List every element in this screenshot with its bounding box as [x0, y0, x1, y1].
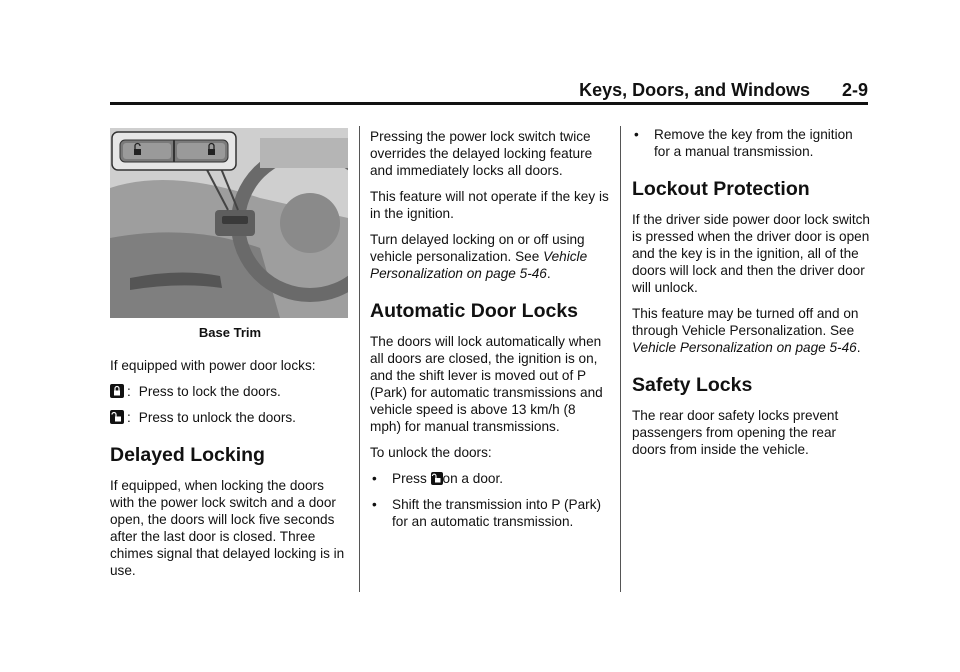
page-number: 2-9 — [841, 80, 868, 100]
delayed-locking-text: If equipped, when locking the doors with the power lock switch and a door open, the doors will lock five seconds after the last door is closed. Three chimes signal that delayed locking is in use. — [110, 478, 345, 578]
unlock-doors-intro: To unlock the doors: — [370, 445, 492, 460]
lockout-protection-text: If the driver side power door lock switch is pressed when the driver door is open and the key is in the ignition, all of the doors will lock and then the driver door will unlock. — [632, 212, 870, 295]
list-item: • Remove the key from the ignition for a manual transmission. — [632, 126, 872, 160]
column-3 — [632, 126, 872, 467]
unlock-symbol-suffix: : — [127, 410, 131, 425]
heading-delayed-locking: Delayed Locking — [110, 444, 265, 466]
column-divider-1 — [359, 126, 360, 592]
continued-steps-list — [632, 126, 872, 160]
override-text: Pressing the power lock switch twice overrides the delayed locking feature and immediately locks all doors. — [370, 129, 593, 178]
heading-lockout-protection: Lockout Protection — [632, 178, 810, 200]
intro-text: If equipped with power door locks: — [110, 358, 316, 373]
personalization-text-end: . — [546, 266, 551, 281]
lock-symbol-suffix: : — [127, 384, 131, 399]
ignition-note: This feature will not operate if the key is in the ignition. — [370, 189, 609, 221]
lockout-personalization-reference-link[interactable]: Vehicle Personalization on page 5-46 — [632, 340, 857, 355]
unlock-instruction-text: Press to unlock the doors. — [138, 410, 296, 425]
on-door-text: on a door. — [442, 471, 503, 486]
lock-instruction — [110, 383, 350, 400]
lock-instruction-text: Press to lock the doors. — [138, 384, 281, 399]
heading-safety-locks: Safety Locks — [632, 374, 753, 396]
page-header — [110, 80, 868, 102]
unlock-steps-list — [370, 470, 610, 530]
list-item — [370, 470, 610, 487]
column-divider-2 — [620, 126, 621, 592]
lock-icon — [110, 384, 124, 398]
personalization-text-body: Turn delayed locking on or off using vehicle personalization. See — [370, 232, 585, 264]
press-text: Press — [392, 471, 431, 486]
door-lock-switch-photo — [110, 128, 348, 318]
automatic-locks-text: The doors will lock automatically when all doors are closed, the ignition is on, and the shift lever is moved out of P (Park) for automatic transmissions and vehicle speed is above 13 km/h (8 mph) for manual transmissions. — [370, 334, 603, 434]
personalization-text — [370, 231, 610, 282]
section-title: Keys, Doors, and Windows — [579, 80, 810, 100]
safety-locks-text: The rear door safety locks prevent passengers from opening the rear doors from inside the vehicle. — [632, 408, 839, 457]
list-item: • Shift the transmission into P (Park) for an automatic transmission. — [370, 496, 610, 530]
column-2 — [370, 128, 610, 539]
door-panel-illustration — [110, 128, 348, 318]
unlock-instruction — [110, 409, 350, 426]
lockout-personalization-text — [632, 305, 872, 356]
heading-automatic-door-locks: Automatic Door Locks — [370, 300, 579, 322]
column-1 — [110, 128, 350, 588]
figure-caption: Base Trim — [198, 325, 262, 340]
lockout-personalization-body: This feature may be turned off and on through Vehicle Personalization. See — [632, 306, 859, 338]
header-rule — [110, 102, 868, 105]
lockout-personalization-end: . — [856, 340, 861, 355]
personalization-reference-link[interactable]: Vehicle Personalization on page 5-46 — [370, 249, 588, 281]
unlock-icon — [431, 472, 443, 485]
unlock-icon — [110, 410, 124, 424]
